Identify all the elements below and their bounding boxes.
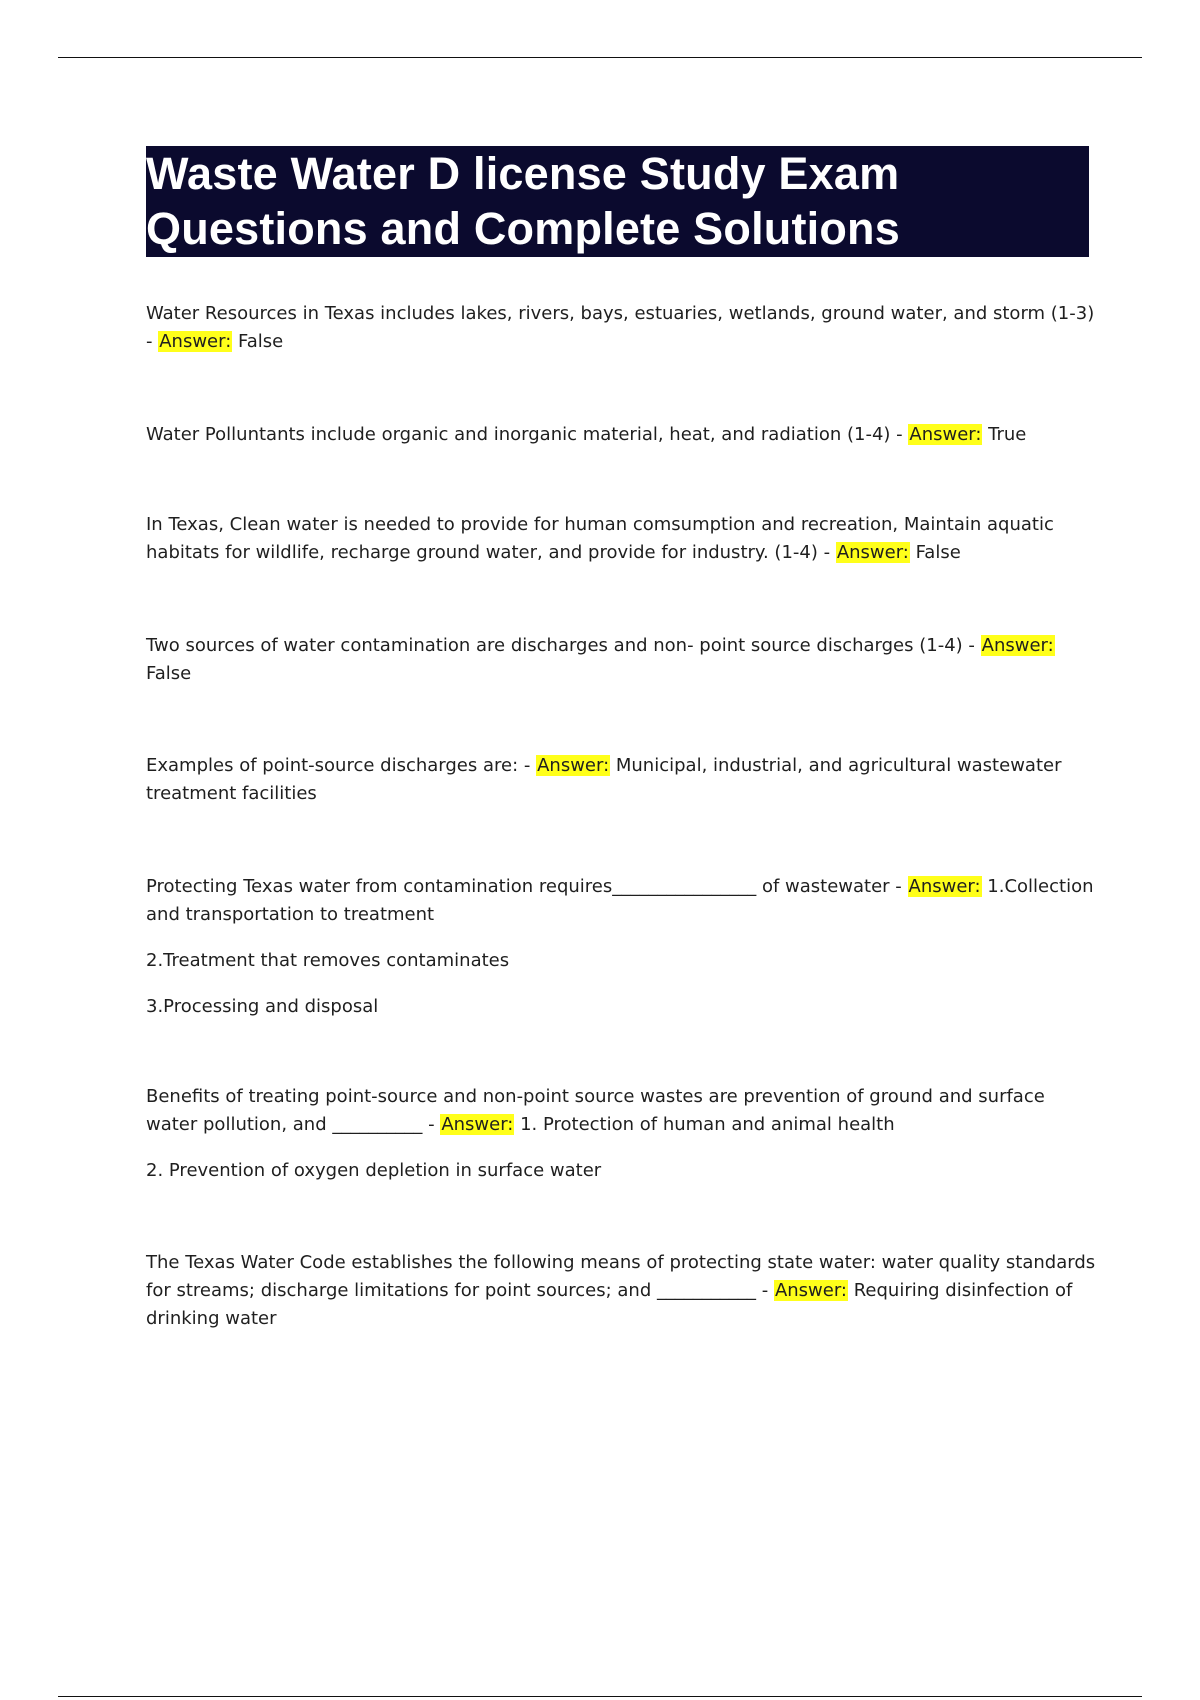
answer-continuation: 2. Prevention of oxygen depletion in surface water — [146, 1160, 602, 1181]
question-text: In Texas, Clean water is needed to provide for human comsumption and recreation, Maintain aquatic habitats for wildlife, recharge ground water, and provide for industry. (1-4) - — [146, 514, 1054, 563]
question-text: Water Resources in Texas includes lakes, rivers, bays, estuaries, wetlands, ground water, and storm (1-3) - — [146, 303, 1095, 352]
answer-text: 1.Collection and transportation to treatment — [146, 876, 1094, 925]
question-text: The Texas Water Code establishes the following means of protecting state water: water quality standards for streams; discharge limitations for point sources; and ___________ - — [146, 1252, 1096, 1301]
title-line-2: Questions and Complete Solutions — [146, 203, 900, 254]
answer-text: Requiring disinfection of drinking water — [146, 1280, 1073, 1329]
answer-text: 1. Protection of human and animal health — [514, 1114, 895, 1135]
question-text: Examples of point-source discharges are: - — [146, 755, 537, 776]
qa-text — [146, 873, 1096, 929]
question-text: Water Polluntants include organic and inorganic material, heat, and radiation (1-4) - — [146, 424, 909, 445]
qa-item-8 — [146, 1249, 1096, 1333]
answer-text: False — [232, 331, 284, 352]
qa-item-4 — [146, 632, 1096, 688]
answer-label: Answer: — [159, 331, 232, 352]
answer-continuation: 2.Treatment that removes contaminates — [146, 950, 510, 971]
answer-label: Answer: — [981, 635, 1054, 656]
document-title — [146, 146, 1089, 257]
qa-item-3 — [146, 511, 1096, 567]
qa-text — [146, 300, 1096, 356]
answer-text: Municipal, industrial, and agricultural wastewater treatment facilities — [146, 755, 1062, 804]
qa-text — [146, 752, 1096, 808]
qa-item-1 — [146, 300, 1096, 356]
answer-label: Answer: — [908, 876, 981, 897]
qa-item-7 — [146, 1083, 1096, 1185]
question-text: Two sources of water contamination are discharges and non- point source discharges (1-4) - — [146, 635, 981, 656]
qa-text — [146, 421, 1096, 449]
question-text: Protecting Texas water from contamination requires________________ of wastewater - — [146, 876, 908, 897]
answer-label: Answer: — [441, 1114, 514, 1135]
answer-text: False — [146, 663, 192, 684]
qa-text — [146, 511, 1096, 567]
answer-continuation: 3.Processing and disposal — [146, 996, 379, 1017]
qa-item-5 — [146, 752, 1096, 808]
footer-rule — [58, 1696, 1142, 1697]
answer-label: Answer: — [774, 1280, 847, 1301]
qa-text — [146, 632, 1096, 688]
qa-item-6 — [146, 873, 1096, 1021]
qa-text — [146, 1083, 1096, 1139]
answer-label: Answer: — [909, 424, 982, 445]
answer-text: True — [982, 424, 1027, 445]
title-line-1: Waste Water D license Study Exam — [146, 148, 900, 199]
answer-label: Answer: — [836, 542, 909, 563]
qa-text — [146, 1249, 1096, 1333]
header-rule — [58, 57, 1142, 58]
answer-label: Answer: — [537, 755, 610, 776]
question-text: Benefits of treating point-source and non-point source wastes are prevention of ground and surface water pollution, and __________ - — [146, 1086, 1045, 1135]
qa-item-2 — [146, 421, 1096, 449]
answer-text: False — [909, 542, 961, 563]
